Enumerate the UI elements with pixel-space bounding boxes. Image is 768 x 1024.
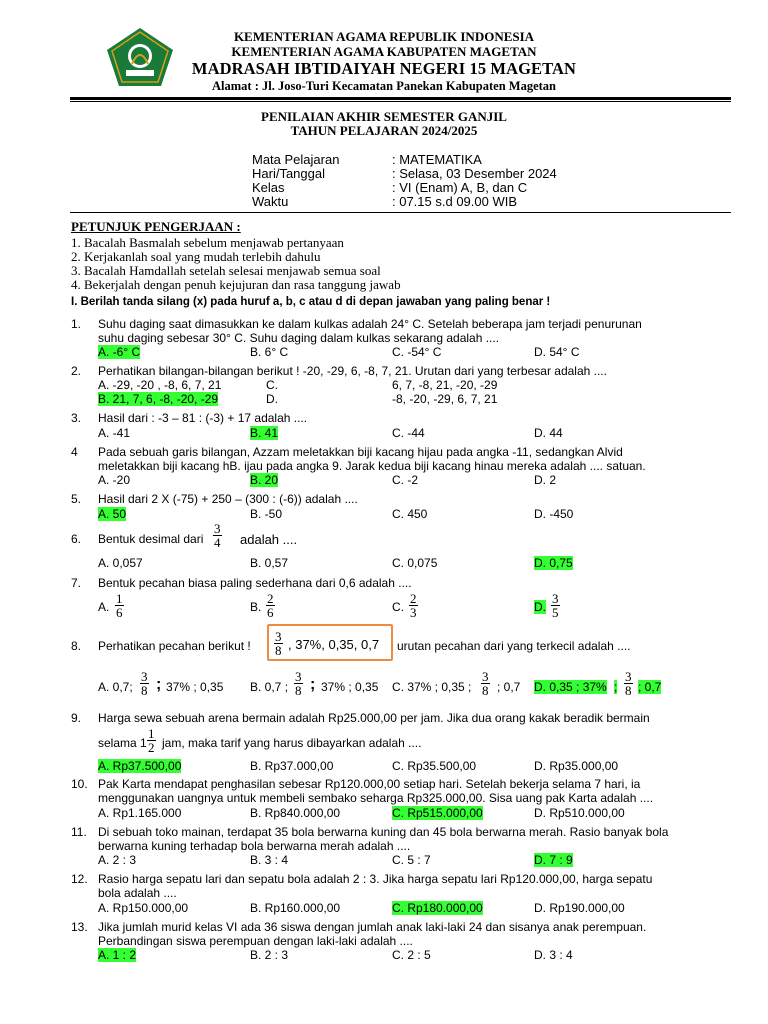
question-number: 6.	[71, 532, 82, 546]
exam-title: PENILAIAN AKHIR SEMESTER GANJIL	[261, 109, 507, 124]
answer-option-c[interactable]: 6, 7, -8, 21, -20, -29	[392, 378, 498, 392]
answer-option-a[interactable]: 37% ; 0,35	[166, 680, 224, 694]
instruction-item: 2. Kerjakanlah soal yang mudah terlebih dahulu	[71, 249, 321, 264]
question-text: jam, maka tarif yang harus dibayarkan adalah ....	[162, 736, 422, 750]
fraction-numerator: 3	[141, 669, 148, 684]
info-rule	[70, 212, 731, 213]
info-value: : VI (Enam) A, B, dan C	[392, 180, 528, 195]
info-label: Kelas	[252, 180, 285, 195]
answer-option-a[interactable]: A. 1 : 2	[98, 948, 137, 962]
fraction-denominator: 8	[295, 683, 302, 698]
answer-option-a[interactable]: A. Rp37.500,00	[98, 759, 182, 773]
header-line-1: KEMENTERIAN AGAMA REPUBLIK INDONESIA	[233, 29, 535, 44]
answer-option-b[interactable]: B. 21, 7, 6, -8, -20, -29	[98, 392, 219, 406]
answer-option-c[interactable]: C. 37% ; 0,35 ;	[392, 680, 472, 694]
question-text: Hasil dari 2 X (-75) + 250 – (300 : (-6)) adalah ....	[98, 492, 358, 506]
answer-option-b[interactable]: B.	[250, 600, 262, 614]
fraction-numerator: 3	[214, 521, 221, 536]
question-text: Harga sewa sebuah arena bermain adalah Rp25.000,00 per jam. Jika dua orang kakak beradik bermain	[98, 711, 650, 725]
answer-option-b[interactable]: B. -50	[250, 507, 283, 521]
fraction	[266, 592, 275, 619]
answer-option-b[interactable]: B. 3 : 4	[250, 853, 289, 867]
answer-option-b[interactable]: B. 20	[250, 473, 279, 487]
question-number: 11.	[71, 825, 87, 839]
fraction-numerator: 3	[275, 629, 282, 644]
fraction-denominator: 3	[410, 605, 417, 620]
fraction-numerator: 3	[625, 669, 632, 684]
answer-option-b[interactable]: 37% ; 0,35	[321, 680, 379, 694]
info-label: Hari/Tanggal	[252, 166, 325, 181]
question-text: suhu daging sebesar 30° C. Suhu daging dalam kulkas sekarang adalah ....	[98, 331, 500, 345]
answer-option-d-label[interactable]: D.	[266, 392, 278, 406]
fraction	[294, 670, 303, 697]
header-rule-thick	[70, 97, 731, 100]
answer-option-b[interactable]: B. 2 : 3	[250, 948, 289, 962]
header-line-2: KEMENTERIAN AGAMA KABUPATEN MAGETAN	[231, 44, 537, 59]
exam-year: TAHUN PELAJARAN 2024/2025	[290, 123, 478, 138]
fraction	[409, 592, 418, 619]
answer-option-d[interactable]: ; 0,7	[638, 680, 662, 694]
question-number: 8.	[71, 639, 82, 653]
question-number: 5.	[71, 492, 82, 506]
fraction-numerator: 2	[410, 591, 417, 606]
info-label: Mata Pelajaran	[252, 152, 340, 167]
answer-option-d[interactable]: D. Rp35.000,00	[534, 759, 619, 773]
fraction	[551, 592, 560, 619]
answer-option-a[interactable]: A. 50	[98, 507, 127, 521]
answer-option-c[interactable]: C. Rp515.000,00	[392, 806, 483, 820]
answer-option-a[interactable]: A. 0,7;	[98, 680, 133, 694]
fraction-denominator: 8	[141, 683, 148, 698]
fraction	[115, 592, 124, 619]
answer-option-a[interactable]: A.	[98, 600, 110, 614]
answer-option-d[interactable]: -8, -20, -29, 6, 7, 21	[392, 392, 498, 406]
question-number: 7.	[71, 576, 82, 590]
fraction-numerator: 3	[552, 591, 559, 606]
question-text: Pada sebuah garis bilangan, Azzam meletakkan biji kacang hijau pada angka -11, sedangkan Alvid	[98, 445, 623, 459]
fraction-denominator: 5	[552, 605, 559, 620]
question-number: 13.	[71, 920, 88, 934]
question-number: 4	[71, 445, 78, 459]
question-number: 12.	[71, 872, 88, 886]
fraction-denominator: 4	[214, 535, 221, 550]
answer-option-d[interactable]: D.	[534, 600, 546, 614]
question-number: 3.	[71, 411, 82, 425]
question-text: Jika jumlah murid kelas VI ada 36 siswa dengan jumlah anak laki-laki 24 dan sisanya anak perempuan.	[98, 920, 647, 934]
answer-option-c[interactable]: C.	[392, 600, 404, 614]
question-number: 1.	[71, 317, 82, 331]
fraction-denominator: 8	[275, 643, 282, 658]
question-text: Perhatikan pecahan berikut !	[98, 639, 251, 653]
answer-option-b[interactable]: B. Rp160.000,00	[250, 901, 341, 915]
answer-option-d[interactable]: D. 7 : 9	[534, 853, 573, 867]
section-title: I. Berilah tanda silang (x) pada huruf a, b, c atau d di depan jawaban yang paling benar !	[71, 296, 551, 308]
info-value: : 07.15 s.d 09.00 WIB	[392, 194, 518, 209]
school-address: Alamat : Jl. Joso-Turi Kecamatan Panekan Kabupaten Magetan	[212, 79, 556, 93]
question-number: 10.	[71, 777, 88, 791]
question-text: Di sebuah toko mainan, terdapat 35 bola berwarna kuning dan 45 bola berwarna merah. Rasio banyak bola	[98, 825, 669, 839]
instruction-item: 4. Bekerjalah dengan penuh kejujuran dan rasa tanggung jawab	[71, 277, 401, 292]
answer-option-d[interactable]: D. 44	[534, 426, 563, 440]
answer-option-d[interactable]: D. -450	[534, 507, 574, 521]
info-value: : MATEMATIKA	[392, 152, 482, 167]
fraction-denominator: 6	[116, 605, 123, 620]
answer-option-b[interactable]: B. 0,7 ;	[250, 680, 289, 694]
question-number: 9.	[71, 711, 82, 725]
answer-option-a[interactable]: A. -29, -20 , -8, 6, 7, 21	[98, 378, 222, 392]
fraction-denominator: 2	[148, 740, 155, 755]
answer-option-b[interactable]: B. 6° C	[250, 345, 289, 359]
question-number: 2.	[71, 364, 82, 378]
answer-option-d[interactable]: D. 0,35 ; 37%	[534, 680, 607, 694]
header-rule-thin	[70, 101, 731, 102]
fraction-denominator: 6	[267, 605, 274, 620]
answer-option-b[interactable]: B. 0,57	[250, 556, 289, 570]
separator: ;	[614, 680, 618, 694]
answer-option-c[interactable]: C. 5 : 7	[392, 853, 431, 867]
instructions-title: PETUNJUK PENGERJAAN :	[71, 219, 241, 234]
answer-option-a[interactable]: A. 0,057	[98, 556, 143, 570]
instruction-item: 3. Bacalah Hamdallah setelah selesai menjawab semua soal	[71, 263, 381, 278]
fraction-numerator: 3	[295, 669, 302, 684]
fraction	[213, 522, 222, 549]
fraction-denominator: 8	[625, 683, 632, 698]
answer-option-b[interactable]: B. Rp37.000,00	[250, 759, 334, 773]
question-text: Hasil dari : -3 – 81 : (-3) + 17 adalah ....	[98, 411, 308, 425]
question-text: Rasio harga sepatu lari dan sepatu bola adalah 2 : 3. Jika harga sepatu lari Rp120.000,00, harga sepatu	[98, 872, 653, 886]
answer-option-a[interactable]: A. 2 : 3	[98, 853, 137, 867]
answer-option-b[interactable]: B. 41	[250, 426, 279, 440]
fraction-numerator: 3	[482, 669, 489, 684]
question-text: Perhatikan bilangan-bilangan berikut ! -20, -29, 6, -8, 7, 21. Urutan dari yang terbesar adalah ....	[98, 364, 607, 378]
question-text: meletakkan biji kacang hB. ijau pada angka 9. Jarak kedua biji kacang hinau mereka adalah .... satuan.	[98, 459, 646, 473]
answer-option-c[interactable]: ; 0,7	[497, 680, 521, 694]
fraction	[481, 670, 490, 697]
question-text: menggunakan uangnya untuk membeli sembako seharga Rp325.000,00. Sisa uang pak Karta adalah ....	[98, 791, 654, 805]
answer-option-c[interactable]: C. Rp35.500,00	[392, 759, 477, 773]
answer-option-d[interactable]: D. Rp190.000,00	[534, 901, 625, 915]
fraction	[147, 727, 156, 754]
fraction-numerator: 1	[148, 726, 155, 741]
answer-option-d[interactable]: D. 2	[534, 473, 557, 487]
answer-option-d[interactable]: D. Rp510.000,00	[534, 806, 625, 820]
question-text: berwarna kuning terhadap bola berwarna merah adalah ....	[98, 839, 411, 853]
separator: ;	[156, 676, 162, 693]
question-text: selama 1	[98, 736, 147, 750]
answer-option-c[interactable]: C. 2 : 5	[392, 948, 431, 962]
answer-option-c[interactable]: C. -44	[392, 426, 425, 440]
fraction-numerator: 1	[116, 591, 123, 606]
answer-option-c[interactable]: C. Rp180.000,00	[392, 901, 483, 915]
separator: ;	[310, 676, 316, 693]
fraction	[140, 670, 149, 697]
question-text: Pak Karta mendapat penghasilan sebesar Rp120.000,00 setiap hari. Setelah bekerja selama 7 hari, ia	[98, 777, 641, 791]
answer-option-c[interactable]: C. 0,075	[392, 556, 438, 570]
info-label: Waktu	[252, 194, 289, 209]
fraction-numerator: 2	[267, 591, 274, 606]
school-name: MADRASAH IBTIDAIYAH NEGERI 15 MAGETAN	[191, 59, 577, 78]
instruction-item: 1. Bacalah Basmalah sebelum menjawab pertanyaan	[71, 235, 344, 250]
answer-option-b[interactable]: B. Rp840.000,00	[250, 806, 341, 820]
question-text: Perbandingan siswa perempuan dengan laki-laki adalah ....	[98, 934, 413, 948]
answer-option-d[interactable]: D. 0,75	[534, 556, 573, 570]
fraction	[624, 670, 633, 697]
answer-option-a[interactable]: A. -6° C	[98, 345, 141, 359]
fraction-denominator: 8	[482, 683, 489, 698]
answer-option-a[interactable]: A. Rp1.165.000	[98, 806, 182, 820]
info-value: : Selasa, 03 Desember 2024	[392, 166, 557, 181]
answer-option-a[interactable]: A. Rp150.000,00	[98, 901, 189, 915]
answer-option-c[interactable]: C. -54° C	[392, 345, 442, 359]
question-text: bola adalah ....	[98, 886, 177, 900]
answer-option-c[interactable]: C. 450	[392, 507, 428, 521]
question-text: urutan pecahan dari yang terkecil adalah ....	[397, 639, 631, 653]
answer-option-c[interactable]: C. -2	[392, 473, 419, 487]
question-text: Bentuk pecahan biasa paling sederhana dari 0,6 adalah ....	[98, 576, 412, 590]
answer-option-a[interactable]: A. -41	[98, 426, 131, 440]
question-text: Bentuk desimal dari	[98, 532, 204, 546]
answer-option-d[interactable]: D. 54° C	[534, 345, 580, 359]
answer-option-d[interactable]: D. 3 : 4	[534, 948, 573, 962]
question-text: Suhu daging saat dimasukkan ke dalam kulkas adalah 24° C. Setelah beberapa jam terjadi penurunan	[98, 317, 642, 331]
question-text: adalah ....	[240, 532, 298, 547]
fraction	[274, 630, 283, 657]
fraction-list: , 37%, 0,35, 0,7	[288, 637, 380, 652]
answer-option-a[interactable]: A. -20	[98, 473, 131, 487]
answer-option-c-label[interactable]: C.	[266, 378, 278, 392]
